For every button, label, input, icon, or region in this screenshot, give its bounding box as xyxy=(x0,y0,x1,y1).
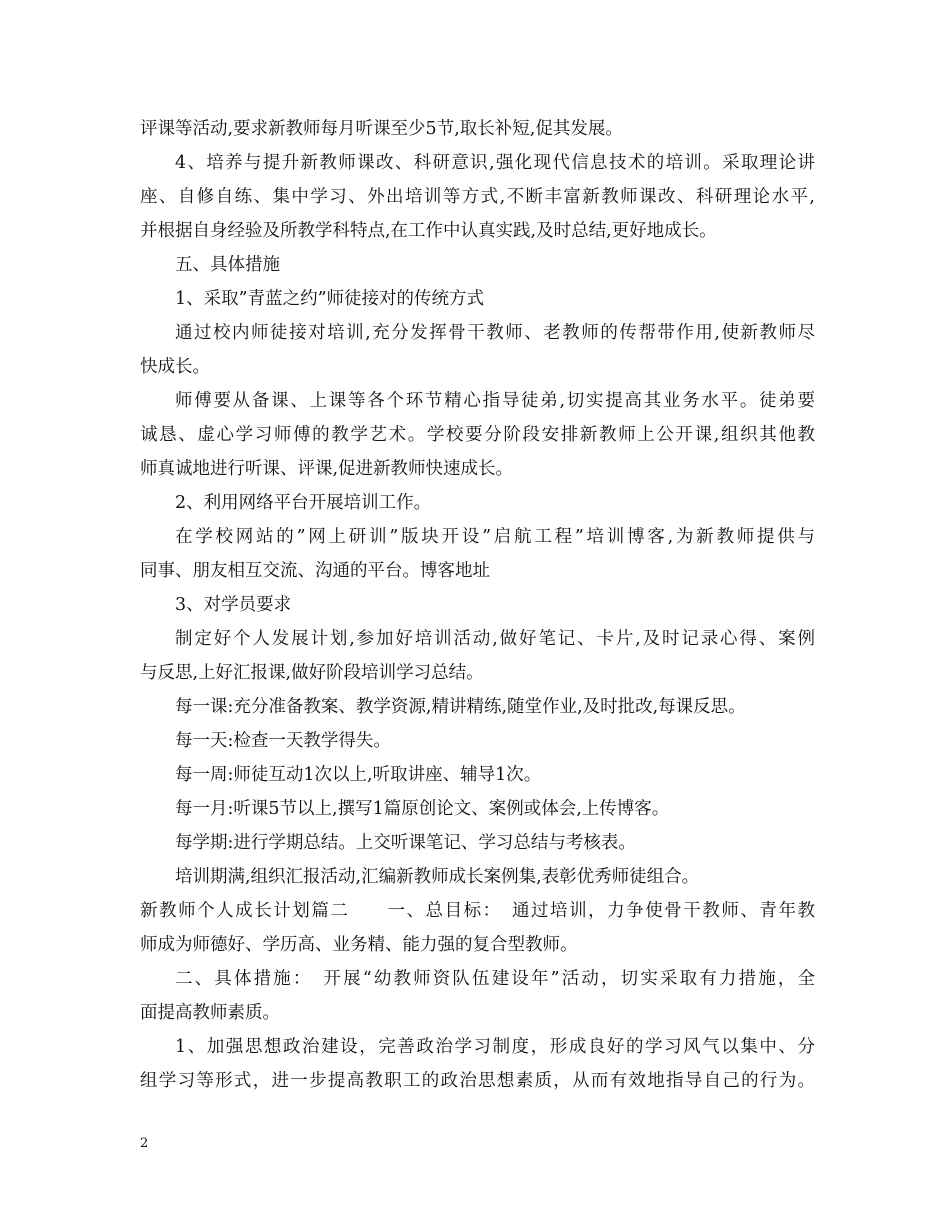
text-line-7: 通过校内师徒接对培训,充分发挥骨干教师、老教师的传帮带作用,使新教师尽 xyxy=(175,323,815,343)
item-heading-2: 2、利用网络平台开展培训工作。 xyxy=(175,493,432,513)
section-heading-measures: 五、具体措施 xyxy=(175,255,280,275)
text-line-25: 师成为师德好、学历高、业务精、能力强的复合型教师。 xyxy=(140,935,578,955)
text-line-27: 面提高教师素质。 xyxy=(140,1003,280,1023)
text-line-1: 评课等活动,要求新教师每月听课至少5节,取长补短,促其发展。 xyxy=(140,119,623,139)
text-line-4: 并根据自身经验及所教学科特点,在工作中认真实践,及时总结,更好地成长。 xyxy=(140,221,717,241)
text-line-2: 4、培养与提升新教师课改、科研意识,强化现代信息技术的培训。采取理论讲 xyxy=(175,153,815,173)
text-line-16: 制定好个人发展计划,参加好培训活动,做好笔记、卡片,及时记录心得、案例 xyxy=(175,629,815,649)
text-line-20: 每一周:师徒互动1次以上,听取讲座、辅导1次。 xyxy=(175,765,542,785)
document-body xyxy=(140,112,815,1098)
text-line-29: 组学习等形式，进一步提高教职工的政治思想素质，从而有效地指导自己的行为。 xyxy=(140,1071,815,1091)
item-heading-3: 3、对学员要求 xyxy=(175,595,292,615)
text-line-24: 新教师个人成长计划篇二 一、总目标： 通过培训，力争使骨干教师、青年教 xyxy=(140,901,815,921)
text-line-26: 二、具体措施： 开展“幼教师资队伍建设年”活动，切实采取有力措施，全 xyxy=(175,969,815,989)
text-line-14: 同事、朋友相互交流、沟通的平台。博客地址 xyxy=(140,561,490,581)
text-line-19: 每一天:检查一天教学得失。 xyxy=(175,731,391,751)
text-line-9: 师傅要从备课、上课等各个环节精心指导徒弟,切实提高其业务水平。徒弟要 xyxy=(175,391,815,411)
text-line-17: 与反思,上好汇报课,做好阶段培训学习总结。 xyxy=(140,663,484,683)
text-line-28: 1、加强思想政治建设，完善政治学习制度，形成良好的学习风气以集中、分 xyxy=(175,1037,815,1057)
text-line-10: 诚恳、虚心学习师傅的教学艺术。学校要分阶段安排新教师上公开课,组织其他教 xyxy=(140,425,815,445)
page-number: 2 xyxy=(140,1136,149,1151)
text-line-11: 师真诚地进行听课、评课,促进新教师快速成长。 xyxy=(140,459,514,479)
text-line-18: 每一课:充分准备教案、教学资源,精讲精练,随堂作业,及时批改,每课反思。 xyxy=(175,697,746,717)
text-line-3: 座、自修自练、集中学习、外出培训等方式,不断丰富新教师课改、科研理论水平, xyxy=(140,187,815,207)
item-heading-1: 1、采取”青蓝之约”师徒接对的传统方式 xyxy=(175,289,485,309)
text-line-21: 每一月:听课5节以上,撰写1篇原创论文、案例或体会,上传博客。 xyxy=(175,799,670,819)
text-line-13: 在学校网站的”网上研训”版块开设”启航工程”培训博客,为新教师提供与 xyxy=(175,527,815,547)
text-line-22: 每学期:进行学期总结。上交听课笔记、学习总结与考核表。 xyxy=(175,833,636,853)
text-line-8: 快成长。 xyxy=(140,357,210,377)
text-line-23: 培训期满,组织汇报活动,汇编新教师成长案例集,表彰优秀师徒组合。 xyxy=(175,867,700,887)
